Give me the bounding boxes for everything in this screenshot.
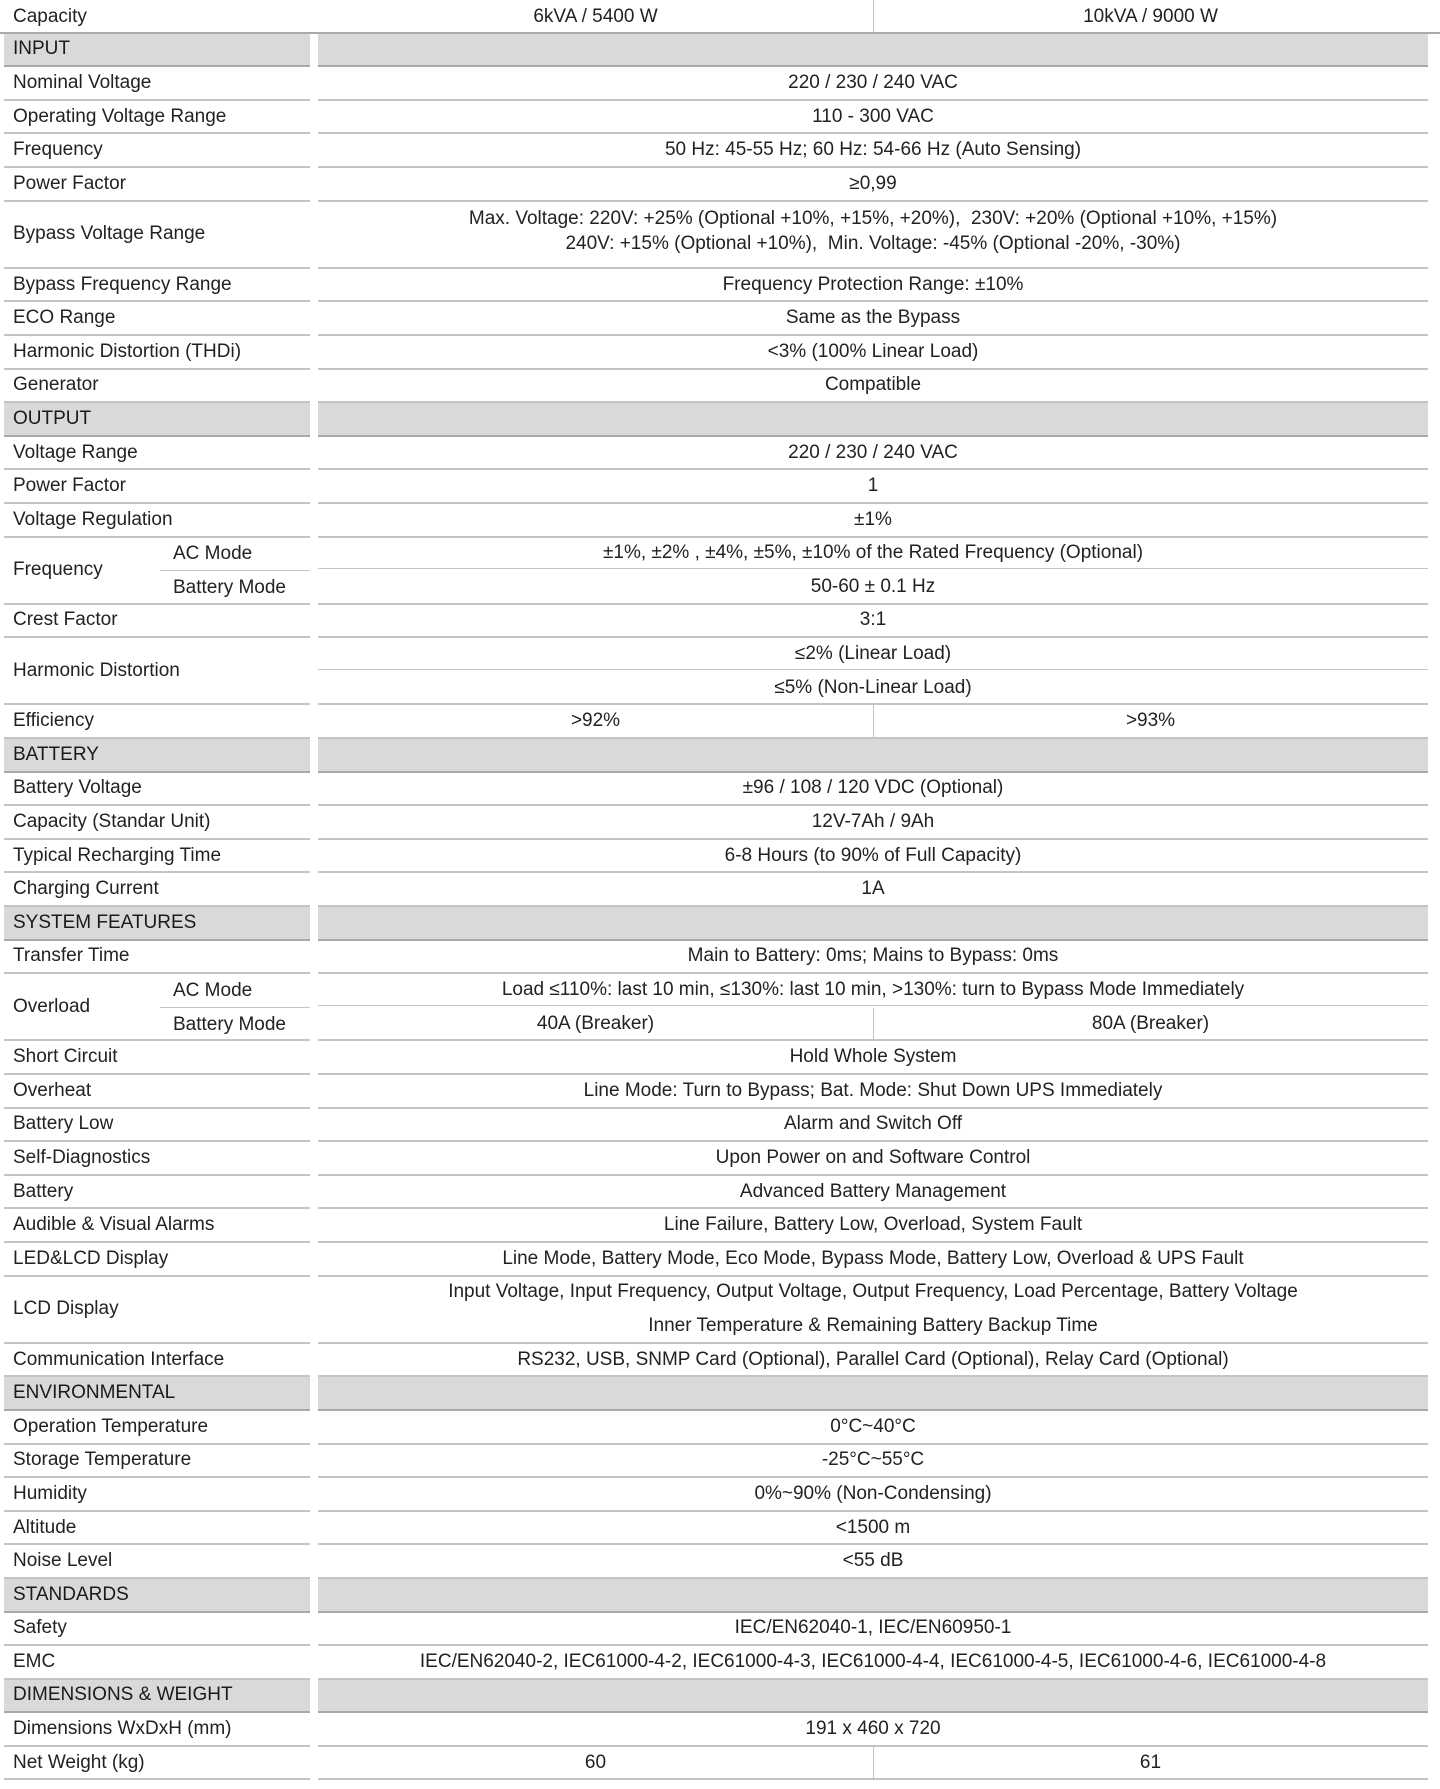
spec-row [0,1344,1440,1378]
row-value-line-2: Inner Temperature & Remaining Battery Backup Time [648,1314,1098,1336]
spec-row [0,1176,1440,1210]
sub-label-ac-mode: AC Mode [160,974,310,1008]
row-label: Capacity [13,5,87,27]
spec-row [0,605,1440,639]
row-label: Battery Low [4,1109,310,1143]
row-value-nonlinear: ≤5% (Non-Linear Load) [774,676,972,698]
row-label: Operation Temperature [4,1411,310,1445]
section-input [0,32,1440,68]
spec-row [0,806,1440,840]
row-value: Line Mode, Battery Mode, Eco Mode, Bypass Mode, Battery Low, Overload & UPS Fault [502,1247,1244,1269]
row-value: -25°C~55°C [821,1449,925,1471]
spec-row [0,1747,1440,1781]
row-value: 3:1 [859,609,887,631]
row-value-10kva: >93% [1125,710,1176,732]
row-label: Short Circuit [4,1041,310,1075]
spec-row [0,840,1440,874]
row-value: Advanced Battery Management [739,1180,1007,1202]
spec-row [0,437,1440,471]
row-value-line-1: Input Voltage, Input Frequency, Output Voltage, Output Frequency, Load Percentage, Battery Voltage [448,1281,1298,1303]
row-value: Line Mode: Turn to Bypass; Bat. Mode: Shut Down UPS Immediately [583,1079,1163,1101]
row-label: Power Factor [4,168,310,202]
row-value-linear: ≤2% (Linear Load) [318,638,1428,670]
spec-row [0,269,1440,303]
spec-row [0,1243,1440,1277]
spec-row [0,1075,1440,1109]
row-label: Bypass Frequency Range [4,269,310,303]
spec-row [0,773,1440,807]
model-10kva: 10kVA / 9000 W [1083,5,1218,27]
spec-row-frequency [0,538,1440,605]
spec-row [0,1109,1440,1143]
spec-row [0,504,1440,538]
row-label: Harmonic Distortion [4,638,310,705]
spec-row-lcd [0,1277,1440,1344]
row-label: ECO Range [4,302,310,336]
row-value: 0°C~40°C [830,1415,916,1437]
row-label: Dimensions WxDxH (mm) [4,1713,310,1747]
spec-row [0,1445,1440,1479]
row-label: Operating Voltage Range [4,101,310,135]
spec-row [0,67,1440,101]
spec-row [0,202,1440,269]
row-value: ±1% [854,508,892,530]
row-label: Typical Recharging Time [4,840,310,874]
row-value: 1 [867,475,879,497]
row-label: Frequency [4,134,310,168]
row-label: EMC [4,1646,310,1680]
spec-row [0,1478,1440,1512]
row-label: Efficiency [4,705,310,739]
section-title: INPUT [4,34,310,68]
row-value-line-2: 240V: +15% (Optional +10%), Min. Voltage: -45% (Optional -20%, -30%) [565,233,1181,255]
spec-row [0,1512,1440,1546]
spec-row [0,1041,1440,1075]
row-label: Storage Temperature [4,1445,310,1479]
row-label: Harmonic Distortion (THDi) [4,336,310,370]
section-title: ENVIRONMENTAL [4,1377,310,1411]
row-value-10kva: 61 [1139,1751,1162,1773]
sub-label-battery-mode: Battery Mode [173,1013,286,1035]
section-output [0,403,1440,437]
row-value: 1A [861,878,885,900]
section-title: STANDARDS [4,1579,310,1613]
spec-row [0,1142,1440,1176]
row-value-battery: 50-60 ± 0.1 Hz [810,575,936,597]
row-label: Nominal Voltage [4,67,310,101]
spec-row [0,134,1440,168]
spec-row [0,370,1440,404]
row-value: Upon Power on and Software Control [715,1146,1031,1168]
row-value: 0%~90% (Non-Condensing) [754,1482,992,1504]
spec-row [0,1646,1440,1680]
row-value: Compatible [824,374,922,396]
row-label: Voltage Regulation [4,504,310,538]
row-label: Overheat [4,1075,310,1109]
row-label: Noise Level [4,1545,310,1579]
row-value: 6-8 Hours (to 90% of Full Capacity) [724,844,1022,866]
row-label: Self-Diagnostics [4,1142,310,1176]
row-value: Line Failure, Battery Low, Overload, System Fault [663,1214,1083,1236]
spec-row [0,336,1440,370]
row-value-line-1: Max. Voltage: 220V: +25% (Optional +10%, +15%, +20%), 230V: +20% (Optional +10%, +15%) [468,208,1278,230]
section-battery [0,739,1440,773]
section-standards [0,1579,1440,1613]
row-value: 220 / 230 / 240 VAC [788,441,958,463]
row-label: Bypass Voltage Range [4,202,310,269]
row-value: 50 Hz: 45-55 Hz; 60 Hz: 54-66 Hz (Auto Sensing) [664,139,1082,161]
row-value-ac: ±1%, ±2% , ±4%, ±5%, ±10% of the Rated Frequency (Optional) [318,538,1428,570]
row-value: Alarm and Switch Off [783,1113,963,1135]
spec-row [0,302,1440,336]
row-label: Crest Factor [4,605,310,639]
capacity-row [0,0,1440,34]
row-value: 12V-7Ah / 9Ah [811,811,935,833]
section-dimensions-weight [0,1680,1440,1714]
row-label: Audible & Visual Alarms [4,1209,310,1243]
row-label: Capacity (Standar Unit) [4,806,310,840]
row-value: 220 / 230 / 240 VAC [788,71,958,93]
row-label: Humidity [4,1478,310,1512]
row-label: Transfer Time [4,941,310,975]
spec-row [0,1713,1440,1747]
row-label: Battery Voltage [4,773,310,807]
spec-row [0,1209,1440,1243]
spec-row [0,873,1440,907]
row-label: Net Weight (kg) [4,1747,310,1781]
row-label: Safety [4,1613,310,1647]
spec-row [0,705,1440,739]
row-value: ≥0,99 [849,172,897,194]
spec-row [0,168,1440,202]
row-value: <55 dB [842,1550,904,1572]
spec-row [0,1411,1440,1445]
row-label: Altitude [4,1512,310,1546]
row-value: IEC/EN62040-1, IEC/EN60950-1 [734,1617,1012,1639]
row-value-6kva: 60 [318,1747,874,1779]
row-value-ac: Load ≤110%: last 10 min, ≤130%: last 10 min, >130%: turn to Bypass Mode Immediately [318,974,1428,1006]
row-label: Communication Interface [4,1344,310,1378]
spec-row [0,1545,1440,1579]
row-value: Hold Whole System [789,1046,957,1068]
row-value: Frequency Protection Range: ±10% [722,273,1024,295]
spec-row [0,1613,1440,1647]
spec-row [0,470,1440,504]
row-value-battery-10kva: 80A (Breaker) [1091,1012,1210,1034]
section-environmental [0,1377,1440,1411]
row-value: Main to Battery: 0ms; Mains to Bypass: 0ms [687,945,1059,967]
spec-row [0,101,1440,135]
row-label: Frequency [4,538,310,605]
section-system-features [0,907,1440,941]
row-value: 110 - 300 VAC [812,105,934,127]
row-value: Same as the Bypass [785,307,961,329]
row-value: ±96 / 108 / 120 VDC (Optional) [742,777,1004,799]
spec-row-harmonic [0,638,1440,705]
row-label: Overload [4,974,310,1041]
row-label: LCD Display [4,1277,310,1344]
row-label: Voltage Range [4,437,310,471]
spec-row [0,941,1440,975]
row-value: <3% (100% Linear Load) [767,340,979,362]
sub-label-battery-mode: Battery Mode [173,576,286,598]
row-label: Power Factor [4,470,310,504]
row-label: Generator [4,370,310,404]
section-title: DIMENSIONS & WEIGHT [4,1680,310,1714]
row-label: LED&LCD Display [4,1243,310,1277]
row-label: Charging Current [4,873,310,907]
row-value: RS232, USB, SNMP Card (Optional), Parallel Card (Optional), Relay Card (Optional) [517,1348,1229,1370]
row-label: Battery [4,1176,310,1210]
row-value-battery-6kva: 40A (Breaker) [318,1008,874,1040]
row-value-6kva: >92% [318,705,874,737]
section-title: SYSTEM FEATURES [4,907,310,941]
model-6kva: 6kVA / 5400 W [318,0,874,34]
row-value: <1500 m [835,1516,911,1538]
section-title: BATTERY [4,739,310,773]
spec-row-overload [0,974,1440,1041]
row-value: IEC/EN62040-2, IEC61000-4-2, IEC61000-4-3, IEC61000-4-4, IEC61000-4-5, IEC61000-4-6, IEC61000-4-8 [419,1650,1327,1672]
row-value: 191 x 460 x 720 [805,1718,941,1740]
section-title: OUTPUT [4,403,310,437]
sub-label-ac-mode: AC Mode [160,538,310,572]
